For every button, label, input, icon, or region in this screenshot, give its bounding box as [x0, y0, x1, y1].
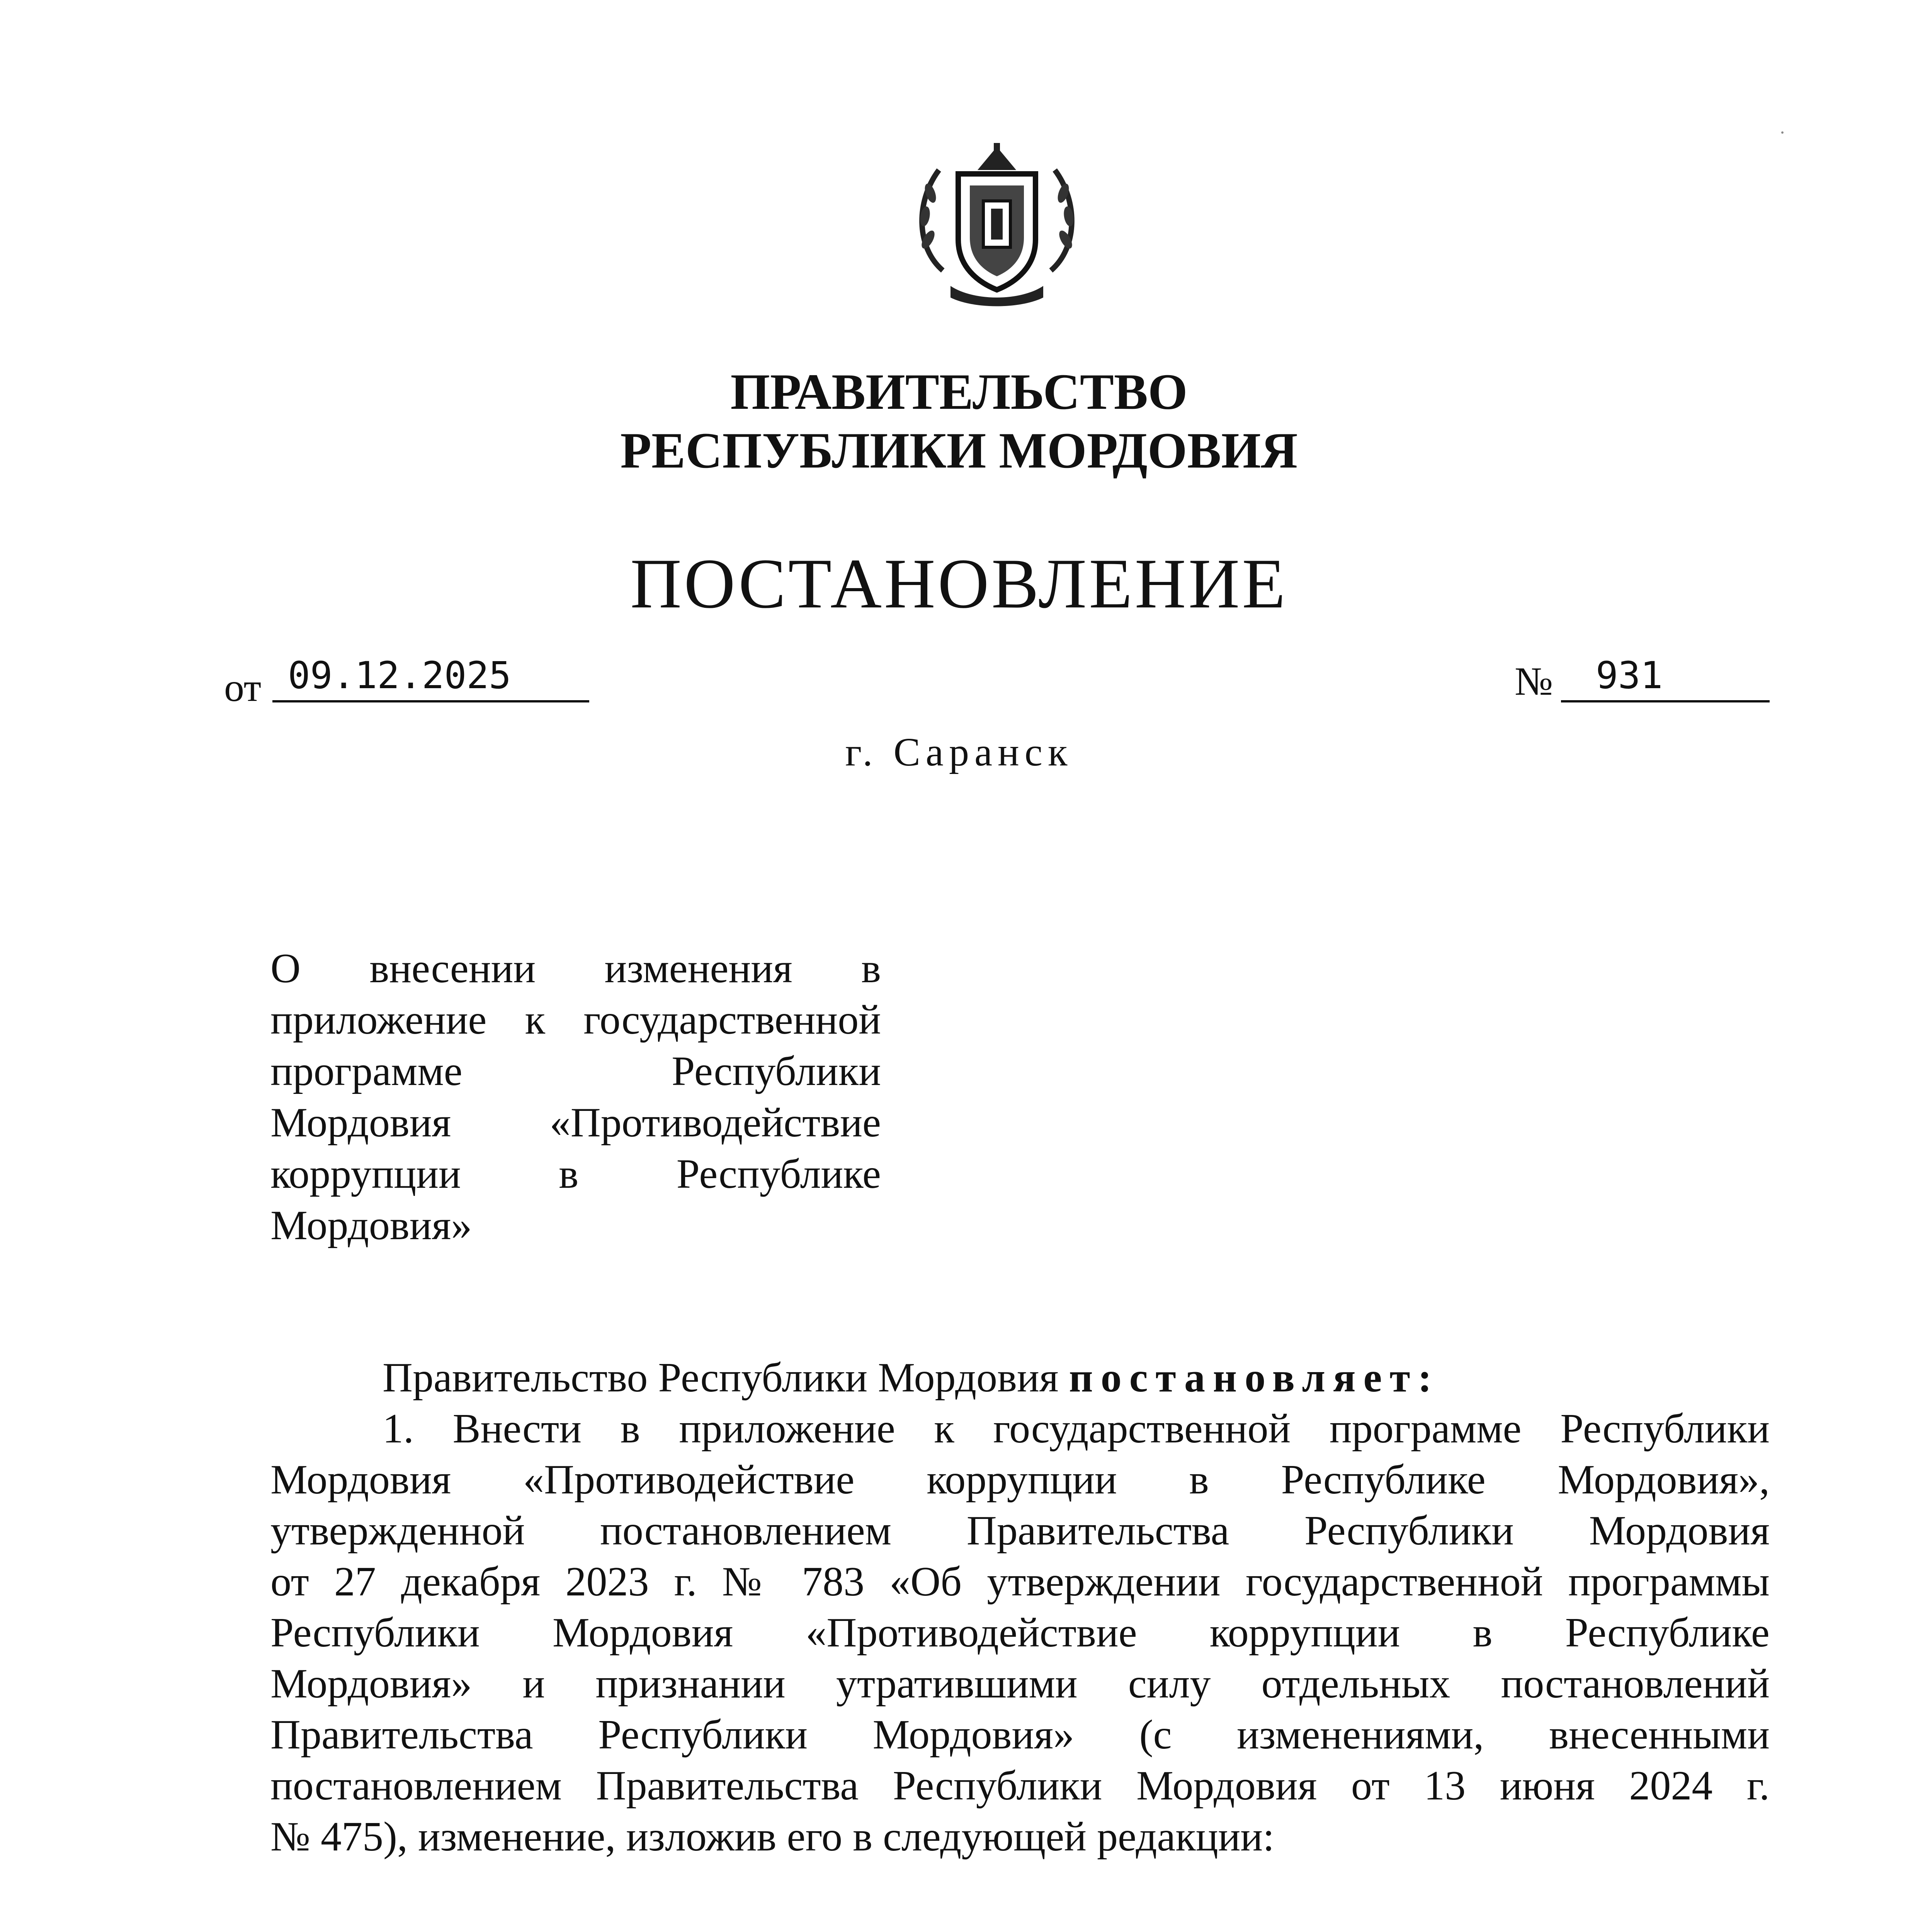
intro-prefix: Правительство Республики Мордовия — [383, 1355, 1059, 1401]
body-line: Республики Мордовия «Противодействие коррупции в Республике — [270, 1610, 1770, 1656]
subject-line: приложение к государственной — [270, 997, 881, 1043]
body-line: 1. Внести в приложение к государственной программе Республики — [383, 1406, 1770, 1452]
subject-block — [270, 943, 881, 1251]
number-label: № — [1515, 659, 1553, 704]
body-line: Правительства Республики Мордовия» (с изменениями, внесенными — [270, 1712, 1770, 1758]
subject-line: программе Республики — [270, 1048, 881, 1094]
subject-line: О внесении изменения в — [270, 946, 881, 992]
subject-line: Мордовия «Противодействие — [270, 1100, 881, 1146]
intro-keyword: постановляет: — [1069, 1355, 1440, 1401]
body-line: № 475), изменение, изложив его в следующей редакции: — [270, 1814, 1275, 1860]
body-line: Мордовия» и признании утратившими силу отдельных постановлений — [270, 1661, 1770, 1707]
subject-line: Мордовия» — [270, 1202, 472, 1248]
government-name-line2: РЕСПУБЛИКИ МОРДОВИЯ — [620, 422, 1298, 479]
date-value: 09.12.2025 — [272, 657, 589, 702]
body-line: утвержденной постановлением Правительства Республики Мордовия — [270, 1508, 1770, 1554]
body-line: постановлением Правительства Республики Мордовия от 13 июня 2024 г. — [270, 1763, 1770, 1809]
scan-speck — [1781, 131, 1784, 134]
city-name: г. Саранск — [845, 730, 1073, 774]
body-text — [270, 1352, 1770, 1862]
government-name-line1: ПРАВИТЕЛЬСТВО — [730, 363, 1188, 420]
document-type-title: ПОСТАНОВЛЕНИЕ — [630, 544, 1288, 623]
body-line: от 27 декабря 2023 г. № 783 «Об утверждении государственной программы — [270, 1559, 1770, 1605]
subject-line: коррупции в Республике — [270, 1151, 881, 1197]
body-line: Мордовия «Противодействие коррупции в Республике Мордовия», — [270, 1457, 1770, 1503]
coat-of-arms-icon — [908, 143, 1086, 309]
number-value: 931 — [1561, 657, 1770, 702]
date-label: от — [224, 665, 262, 710]
intro-paragraph — [270, 1352, 1770, 1403]
